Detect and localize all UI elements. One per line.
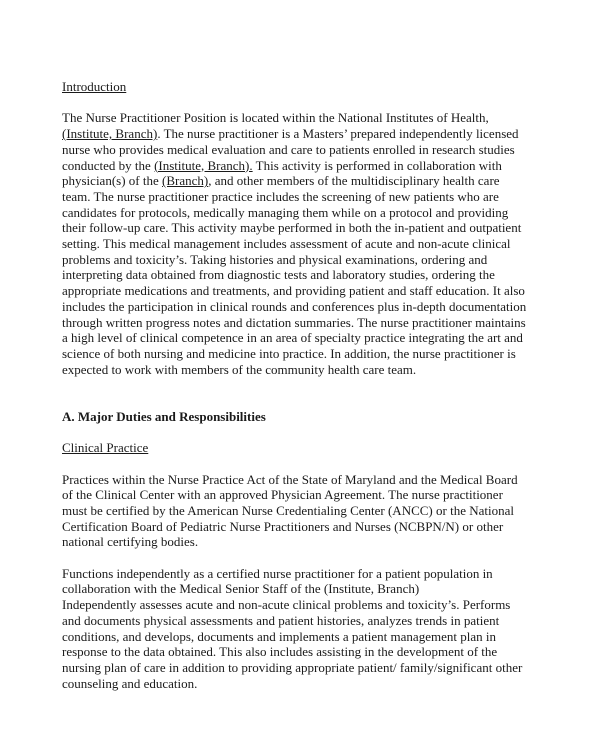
text-segment: appropriate medications and treatments, and providing patient and staff education. It also — [62, 283, 525, 299]
clinical-practice-paragraph-2 — [62, 566, 562, 692]
underlined-text: (Institute, Branch) — [62, 126, 158, 142]
text-segment: interpreting data obtained from diagnostic tests and laboratory studies, ordering the — [62, 267, 495, 283]
paragraph-line — [62, 158, 562, 174]
text-segment: through written progress notes and dictation summaries. The nurse practitioner maintains — [62, 314, 526, 330]
paragraph-line — [62, 362, 562, 378]
document-page — [62, 79, 562, 691]
paragraph-line: response to the data obtained. This also includes assisting in the development of the — [62, 644, 498, 660]
paragraph-line: conditions, and develops, documents and implements a patient management plan in — [62, 628, 496, 644]
paragraph-line — [62, 315, 562, 331]
paragraph-line — [62, 299, 562, 315]
paragraph-line — [62, 252, 562, 268]
paragraph-line: counseling and education. — [62, 675, 198, 691]
text-segment: , and other members of the multidisciplinary health care — [208, 173, 500, 189]
underlined-text: (Institute, Branch). — [154, 157, 253, 173]
text-segment: science of both nursing and medicine into practice. In addition, the nurse practitioner is — [62, 345, 516, 361]
paragraph-line: nursing plan of care in addition to providing appropriate patient/ family/significant other — [62, 659, 523, 675]
introduction-heading: Introduction — [62, 79, 127, 94]
paragraph-line — [62, 330, 562, 346]
paragraph-line — [62, 110, 562, 126]
clinical-practice-paragraph-1 — [62, 472, 562, 551]
paragraph-line: Functions independently as a certified nurse practitioner for a patient population in — [62, 565, 493, 581]
paragraph-line — [62, 189, 562, 205]
text-segment: setting. This medical management includes assessment of acute and non-acute clinical — [62, 236, 511, 252]
paragraph-line: of the Clinical Center with an approved Physician Agreement. The nurse practitioner — [62, 487, 503, 503]
major-duties-heading: A. Major Duties and Responsibilities — [62, 408, 266, 424]
paragraph-line — [62, 267, 562, 283]
paragraph-line — [62, 236, 562, 252]
text-segment: expected to work with members of the community health care team. — [62, 361, 417, 377]
paragraph-line: must be certified by the American Nurse Credentialing Center (ANCC) or the National — [62, 502, 514, 518]
text-segment: team. The nurse practitioner practice includes the screening of new patients who are — [62, 188, 499, 204]
spacer — [62, 95, 562, 111]
clinical-practice-heading: Clinical Practice — [62, 440, 149, 456]
paragraph-line: national certifying bodies. — [62, 534, 199, 550]
paragraph-line — [62, 173, 562, 189]
paragraph-line — [62, 142, 562, 158]
paragraph-line: and documents physical assessments and patient histories, analyzes trends in patient — [62, 612, 500, 628]
spacer — [62, 393, 562, 409]
text-segment: The Nurse Practitioner Position is located within the National Institutes of Health, — [62, 110, 489, 126]
text-segment: This activity is performed in collaboration with — [252, 157, 502, 173]
paragraph-line: Certification Board of Pediatric Nurse Practitioners and Nurses (NCBPN/N) or other — [62, 518, 504, 534]
paragraph-line — [62, 346, 562, 362]
introduction-paragraph — [62, 110, 562, 377]
text-segment: candidates for protocols, medically managing them while on a protocol and providing — [62, 204, 509, 220]
spacer — [62, 550, 562, 566]
paragraph-line: Independently assesses acute and non-acute clinical problems and toxicity’s. Performs — [62, 597, 511, 613]
text-segment: physician(s) of the — [62, 173, 163, 189]
paragraph-line — [62, 205, 562, 221]
text-segment: problems and toxicity’s. Taking histories and physical examinations, ordering and — [62, 251, 488, 267]
paragraph-line — [62, 126, 562, 142]
underlined-text: (Branch) — [162, 173, 209, 189]
spacer — [62, 424, 562, 440]
text-segment: their follow-up care. This activity maybe performed in both the in-patient and outpatient — [62, 220, 522, 236]
text-segment: . The nurse practitioner is a Masters’ prepared independently licensed — [157, 126, 519, 142]
paragraph-line: collaboration with the Medical Senior Staff of the (Institute, Branch) — [62, 581, 420, 597]
spacer — [62, 456, 562, 472]
paragraph-line — [62, 220, 562, 236]
text-segment: includes the participation in clinical rounds and conferences plus in-depth documentation — [62, 298, 527, 314]
text-segment: conducted by the — [62, 157, 155, 173]
spacer — [62, 377, 562, 393]
paragraph-line: Practices within the Nurse Practice Act of the State of Maryland and the Medical Board — [62, 471, 518, 487]
text-segment: a high level of clinical competence in an area of specialty practice integrating the art and — [62, 330, 523, 346]
paragraph-line — [62, 283, 562, 299]
text-segment: nurse who provides medical evaluation and care to patients enrolled in research studies — [62, 141, 515, 157]
